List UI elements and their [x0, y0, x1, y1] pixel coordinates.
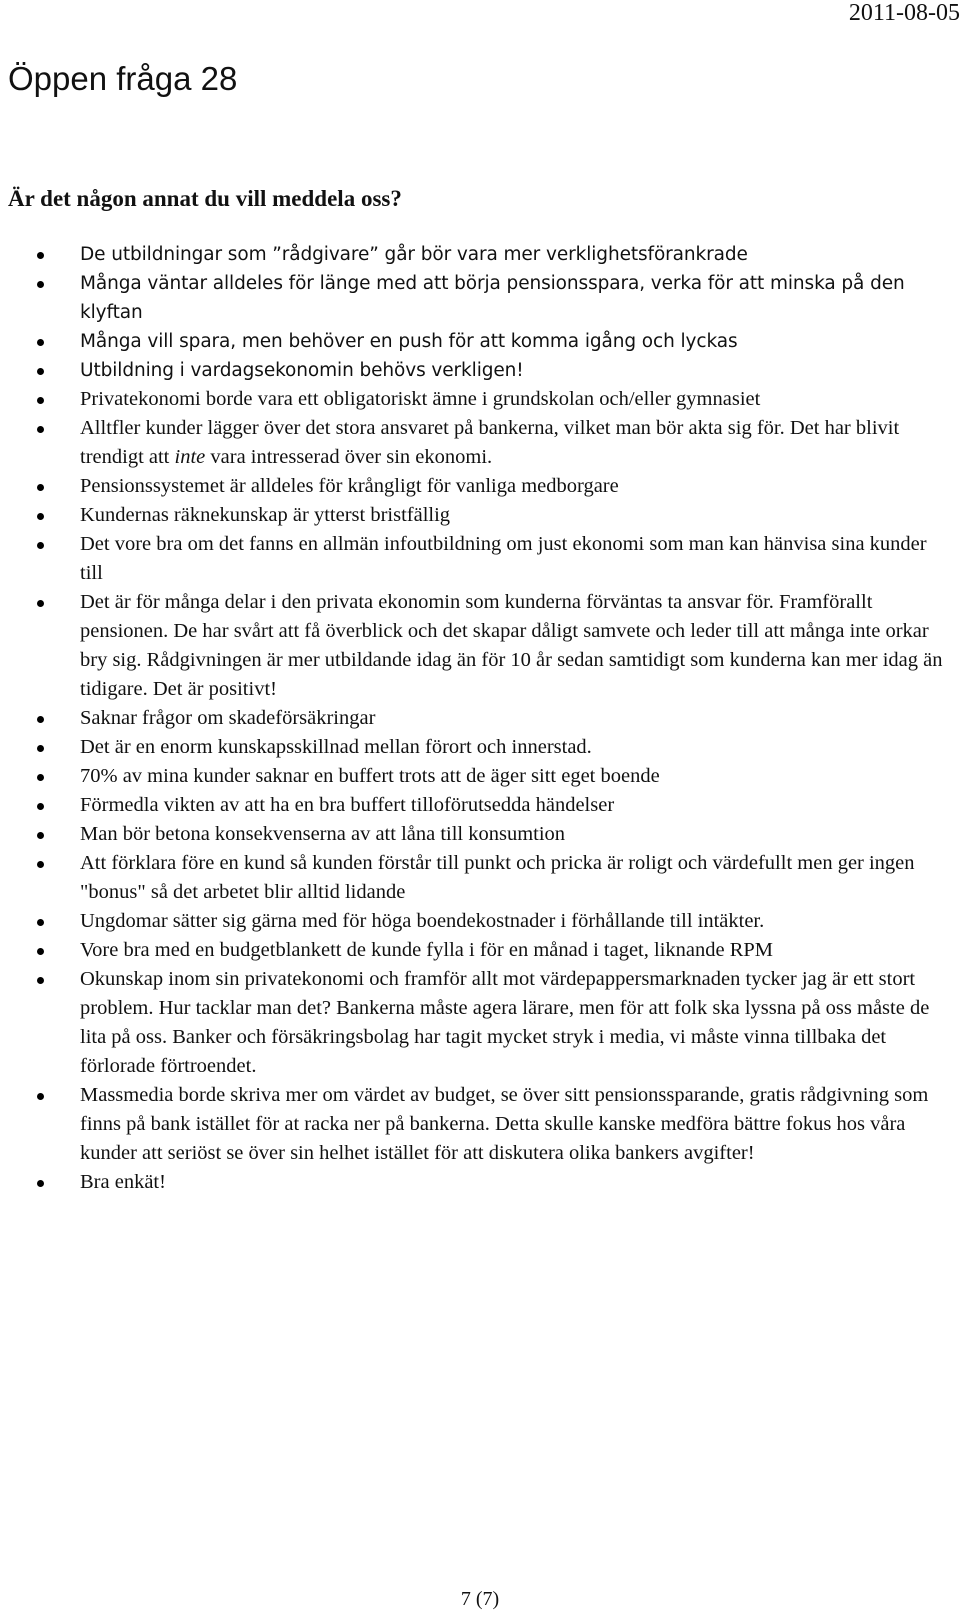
- response-text: Det är en enorm kunskapsskillnad mellan förort och innerstad.: [80, 736, 592, 758]
- response-text: De utbildningar som ”rådgivare” går bör vara mer verklighetsförankrade: [80, 244, 748, 265]
- page-number: 7 (7): [460, 1588, 500, 1610]
- document-date: 2011-08-05: [848, 0, 960, 26]
- response-text: Det vore bra om det fanns en allmän infoutbildning om just ekonomi som man kan hänvisa sina kunder till: [80, 533, 927, 584]
- response-text: Kundernas räknekunskap är ytterst bristfällig: [80, 504, 451, 526]
- response-text: Privatekonomi borde vara ett obligatoriskt ämne i grundskolan och/eller gymnasiet: [80, 388, 761, 410]
- response-item: [0, 965, 950, 1081]
- response-text: 70% av mina kunder saknar en buffert trots att de äger sitt eget boende: [80, 765, 660, 787]
- bullet-icon: [37, 774, 44, 781]
- response-item: [0, 704, 950, 733]
- response-item: [0, 501, 950, 530]
- bullet-icon: [37, 919, 44, 926]
- bullet-icon: [37, 281, 44, 288]
- response-text: Förmedla vikten av att ha en bra buffert tilloförutsedda händelser: [80, 794, 615, 816]
- response-text: Ungdomar sätter sig gärna med för höga boendekostnader i förhållande till intäkter.: [80, 910, 765, 932]
- response-item: [0, 240, 950, 269]
- response-item: [0, 1168, 950, 1197]
- response-item: [0, 907, 950, 936]
- response-item: [0, 269, 950, 327]
- response-item: [0, 414, 950, 472]
- response-item: [0, 791, 950, 820]
- response-text: Många vill spara, men behöver en push för att komma igång och lyckas: [80, 331, 738, 352]
- bullet-icon: [37, 252, 44, 259]
- page-title: Öppen fråga 28: [8, 60, 238, 97]
- response-item: [0, 356, 950, 385]
- bullet-icon: [37, 542, 44, 549]
- response-item: [0, 472, 950, 501]
- response-item: [0, 762, 950, 791]
- response-item: [0, 588, 950, 704]
- response-text: Massmedia borde skriva mer om värdet av budget, se över sitt pensionssparande, gratis rådgivning som finns på bank istället för at racka ner på bankerna. Detta skulle kanske medföra bättre fokus hos våra kunder att seriöst se över sin helhet istället för att diskutera olika bankers avgifter!: [80, 1084, 929, 1164]
- response-text: Alltfler kunder lägger över det stora ansvaret på bankerna, vilket man bör akta sig för. Det har blivit trendigt att: [80, 417, 900, 468]
- bullet-icon: [37, 745, 44, 752]
- response-text: Saknar frågor om skadeförsäkringar: [80, 707, 376, 729]
- bullet-icon: [37, 600, 44, 607]
- emphasis-text: inte: [174, 446, 206, 468]
- response-text: Utbildning i vardagsekonomin behövs verkligen!: [80, 360, 524, 381]
- response-text: Många väntar alldeles för länge med att börja pensionsspara, verka för att minska på den klyftan: [80, 273, 905, 323]
- response-text-tail: vara intresserad över sin ekonomi.: [205, 446, 493, 468]
- bullet-icon: [37, 397, 44, 404]
- bullet-icon: [37, 803, 44, 810]
- response-item: [0, 733, 950, 762]
- response-text: Vore bra med en budgetblankett de kunde fylla i för en månad i taget, liknande RPM: [80, 939, 774, 961]
- response-item: [0, 530, 950, 588]
- response-item: [0, 1081, 950, 1168]
- response-text: Att förklara före en kund så kunden förstår till punkt och pricka är roligt och värdefullt men ger ingen "bonus" så det arbetet blir alltid lidande: [80, 852, 915, 903]
- bullet-icon: [37, 948, 44, 955]
- bullet-icon: [37, 1180, 44, 1187]
- response-item: [0, 327, 950, 356]
- response-item: [0, 936, 950, 965]
- response-text: Bra enkät!: [80, 1171, 166, 1193]
- bullet-icon: [37, 426, 44, 433]
- response-list: [0, 240, 950, 1197]
- bullet-icon: [37, 484, 44, 491]
- response-item: [0, 385, 950, 414]
- bullet-icon: [37, 513, 44, 520]
- bullet-icon: [37, 339, 44, 346]
- response-item: [0, 849, 950, 907]
- bullet-icon: [37, 716, 44, 723]
- bullet-icon: [37, 1093, 44, 1100]
- bullet-icon: [37, 832, 44, 839]
- bullet-icon: [37, 368, 44, 375]
- response-item: [0, 820, 950, 849]
- response-text: Det är för många delar i den privata ekonomin som kunderna förväntas ta ansvar för. Framförallt pensionen. De har svårt att få överblick och det skapar dåligt samvete och leder till att många inte orkar bry sig. Rådgivningen är mer utbildande idag än för 10 år sedan samtidigt som kunderna kan mer idag än tidigare. Det är positivt!: [80, 591, 943, 700]
- response-text: Okunskap inom sin privatekonomi och framför allt mot värdepappersmarknaden tycker jag är ett stort problem. Hur tacklar man det? Bankerna måste agera lärare, men för att folk ska lyssna på oss måste de lita på oss. Banker och försäkringsbolag har tagit mycket stryk i media, vi måste vinna tillbaka det förlorade förtroendet.: [80, 968, 930, 1077]
- question-heading: Är det någon annat du vill meddela oss?: [8, 186, 402, 211]
- bullet-icon: [37, 861, 44, 868]
- response-text: Man bör betona konsekvenserna av att låna till konsumtion: [80, 823, 566, 845]
- bullet-icon: [37, 977, 44, 984]
- response-text: Pensionssystemet är alldeles för krångligt för vanliga medborgare: [80, 475, 619, 497]
